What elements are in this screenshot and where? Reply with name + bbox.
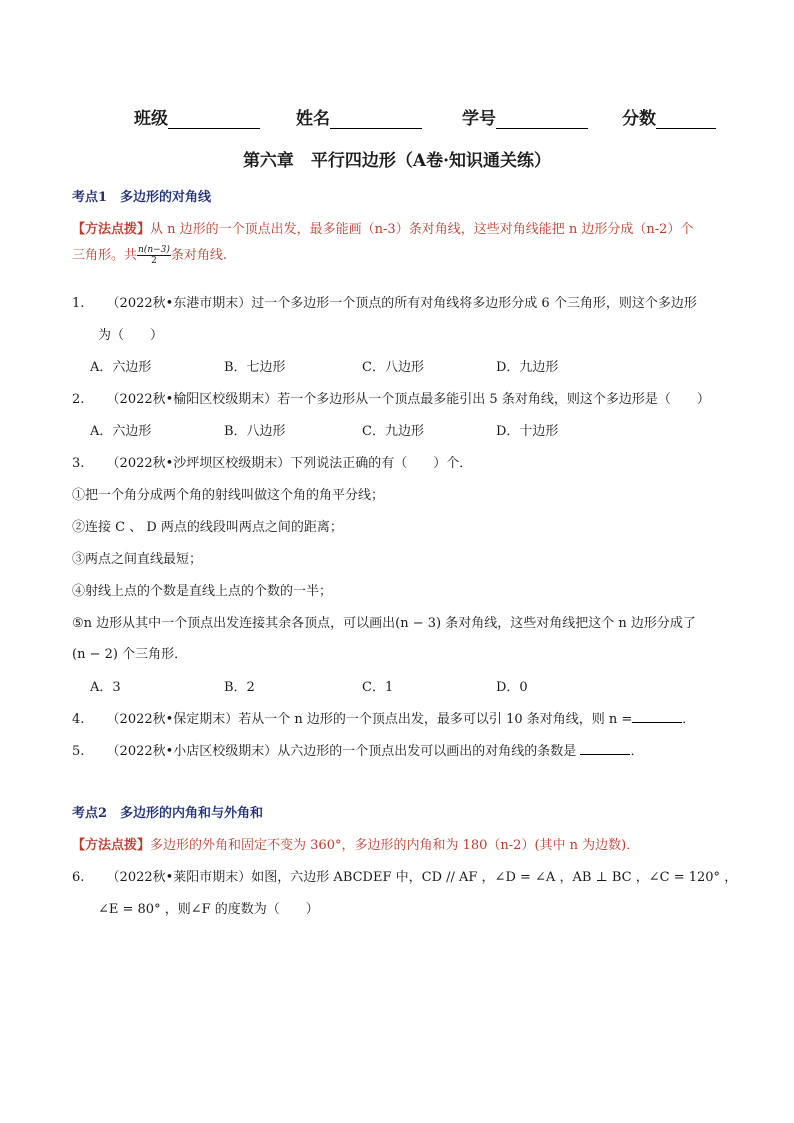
tip-text: 多边形的外角和固定不变为 360°，多边形的内角和为 180（n-2）(其中 n 为边数)． [150, 838, 640, 853]
question-number: 4. [72, 712, 85, 727]
question-end: ． [630, 744, 644, 759]
section-1-title: 考点1 多边形的对角线 [72, 190, 212, 205]
question-text: （2022秋•莱阳市期末）如图，六边形 ABCDEF 中，CD // AF ，∠D = ∠A ，AB ⊥ BC ，∠C = 120° ， [106, 870, 738, 885]
student-info-header [134, 104, 724, 130]
answer-blank[interactable] [632, 710, 682, 723]
class-field [134, 104, 260, 129]
section-1-tip-line-1 [72, 218, 693, 237]
score-label: 分数 [622, 109, 656, 129]
question-number: 6. [72, 870, 85, 885]
statement-5: ⑤n 边形从其中一个顶点出发连接其余各顶点，可以画出(n − 3) 条对角线，这些对角线把这个 n 边形分成了 [72, 616, 696, 631]
question-6-line-2: ∠E = 80° ，则∠F 的度数为（ ） [98, 902, 319, 917]
q2-option-d[interactable]: D．十边形 [496, 424, 559, 439]
question-number: 5. [72, 744, 85, 759]
question-1 [72, 292, 697, 311]
question-number: 2. [72, 392, 85, 407]
q3-option-a[interactable]: A．3 [90, 680, 121, 695]
statement-2: ②连接 C 、 D 两点的线段叫两点之间的距离； [72, 520, 343, 535]
q2-option-b[interactable]: B．八边形 [224, 424, 286, 439]
section-2-tip [72, 834, 639, 853]
section-2-title: 考点2 多边形的内角和与外角和 [72, 806, 264, 821]
fraction-denominator: 2 [151, 256, 157, 266]
question-text: （2022秋•保定期末）若从一个 n 边形的一个顶点出发，最多可以引 10 条对角线，则 n = [106, 712, 633, 727]
question-1-line-2: 为（ ） [98, 328, 164, 343]
question-5 [72, 740, 643, 759]
q1-option-d[interactable]: D．九边形 [496, 360, 559, 375]
name-field [296, 104, 422, 129]
q2-option-c[interactable]: C．九边形 [362, 424, 424, 439]
question-2 [72, 388, 710, 407]
question-text: （2022秋•榆阳区校级期末）若一个多边形从一个顶点最多能引出 5 条对角线，则这个多边形是（ ） [106, 392, 710, 407]
diagonal-count-fraction [137, 245, 171, 266]
q1-option-a[interactable]: A．六边形 [90, 360, 152, 375]
q3-option-c[interactable]: C．1 [362, 680, 394, 695]
fraction-numerator: n(n−3) [138, 245, 170, 255]
answer-blank[interactable] [580, 742, 630, 755]
question-6 [72, 866, 737, 885]
q3-option-b[interactable]: B．2 [224, 680, 255, 695]
student-no-blank[interactable] [496, 110, 588, 129]
statement-4: ④射线上点的个数是直线上点的个数的一半； [72, 584, 333, 599]
section-1-tip-line-2 [72, 244, 227, 266]
tip-text: 从 n 边形的一个顶点出发，最多能画（n-3）条对角线，这些对角线能把 n 边形分成（n-2）个 [150, 222, 694, 237]
tip-text: 条对角线. [170, 248, 228, 263]
student-no-label: 学号 [462, 109, 496, 129]
name-label: 姓名 [296, 109, 330, 129]
tip-tag: 【方法点拨】 [72, 838, 151, 853]
statement-1: ①把一个角分成两个角的射线叫做这个角的角平分线； [72, 488, 385, 503]
score-field [622, 104, 716, 129]
question-text: （2022秋•小店区校级期末）从六边形的一个顶点出发可以画出的对角线的条数是 [106, 744, 577, 759]
name-blank[interactable] [330, 110, 422, 129]
class-blank[interactable] [168, 110, 260, 129]
question-number: 1. [72, 296, 85, 311]
question-text: （2022秋•沙坪坝区校级期末）下列说法正确的有（ ）个． [106, 456, 473, 471]
class-label: 班级 [134, 109, 168, 129]
question-end: ． [682, 712, 696, 727]
score-blank[interactable] [656, 110, 716, 129]
q3-option-d[interactable]: D．0 [496, 680, 528, 695]
q1-option-b[interactable]: B．七边形 [224, 360, 286, 375]
statement-3: ③两点之间直线最短； [72, 552, 203, 567]
question-3 [72, 452, 472, 471]
question-number: 3. [72, 456, 85, 471]
q1-option-c[interactable]: C．八边形 [362, 360, 424, 375]
question-text: （2022秋•东港市期末）过一个多边形一个顶点的所有对角线将多边形分成 6 个三角形，则这个多边形 [106, 296, 697, 311]
student-no-field [462, 104, 588, 129]
q2-option-a[interactable]: A．六边形 [90, 424, 152, 439]
question-4 [72, 708, 695, 727]
statement-5-line-2: (n − 2) 个三角形． [72, 647, 188, 662]
page-title: 第六章 平行四边形（A卷·知识通关练） [242, 151, 552, 171]
tip-text: 三角形。共 [72, 248, 138, 263]
tip-tag: 【方法点拨】 [72, 222, 151, 237]
